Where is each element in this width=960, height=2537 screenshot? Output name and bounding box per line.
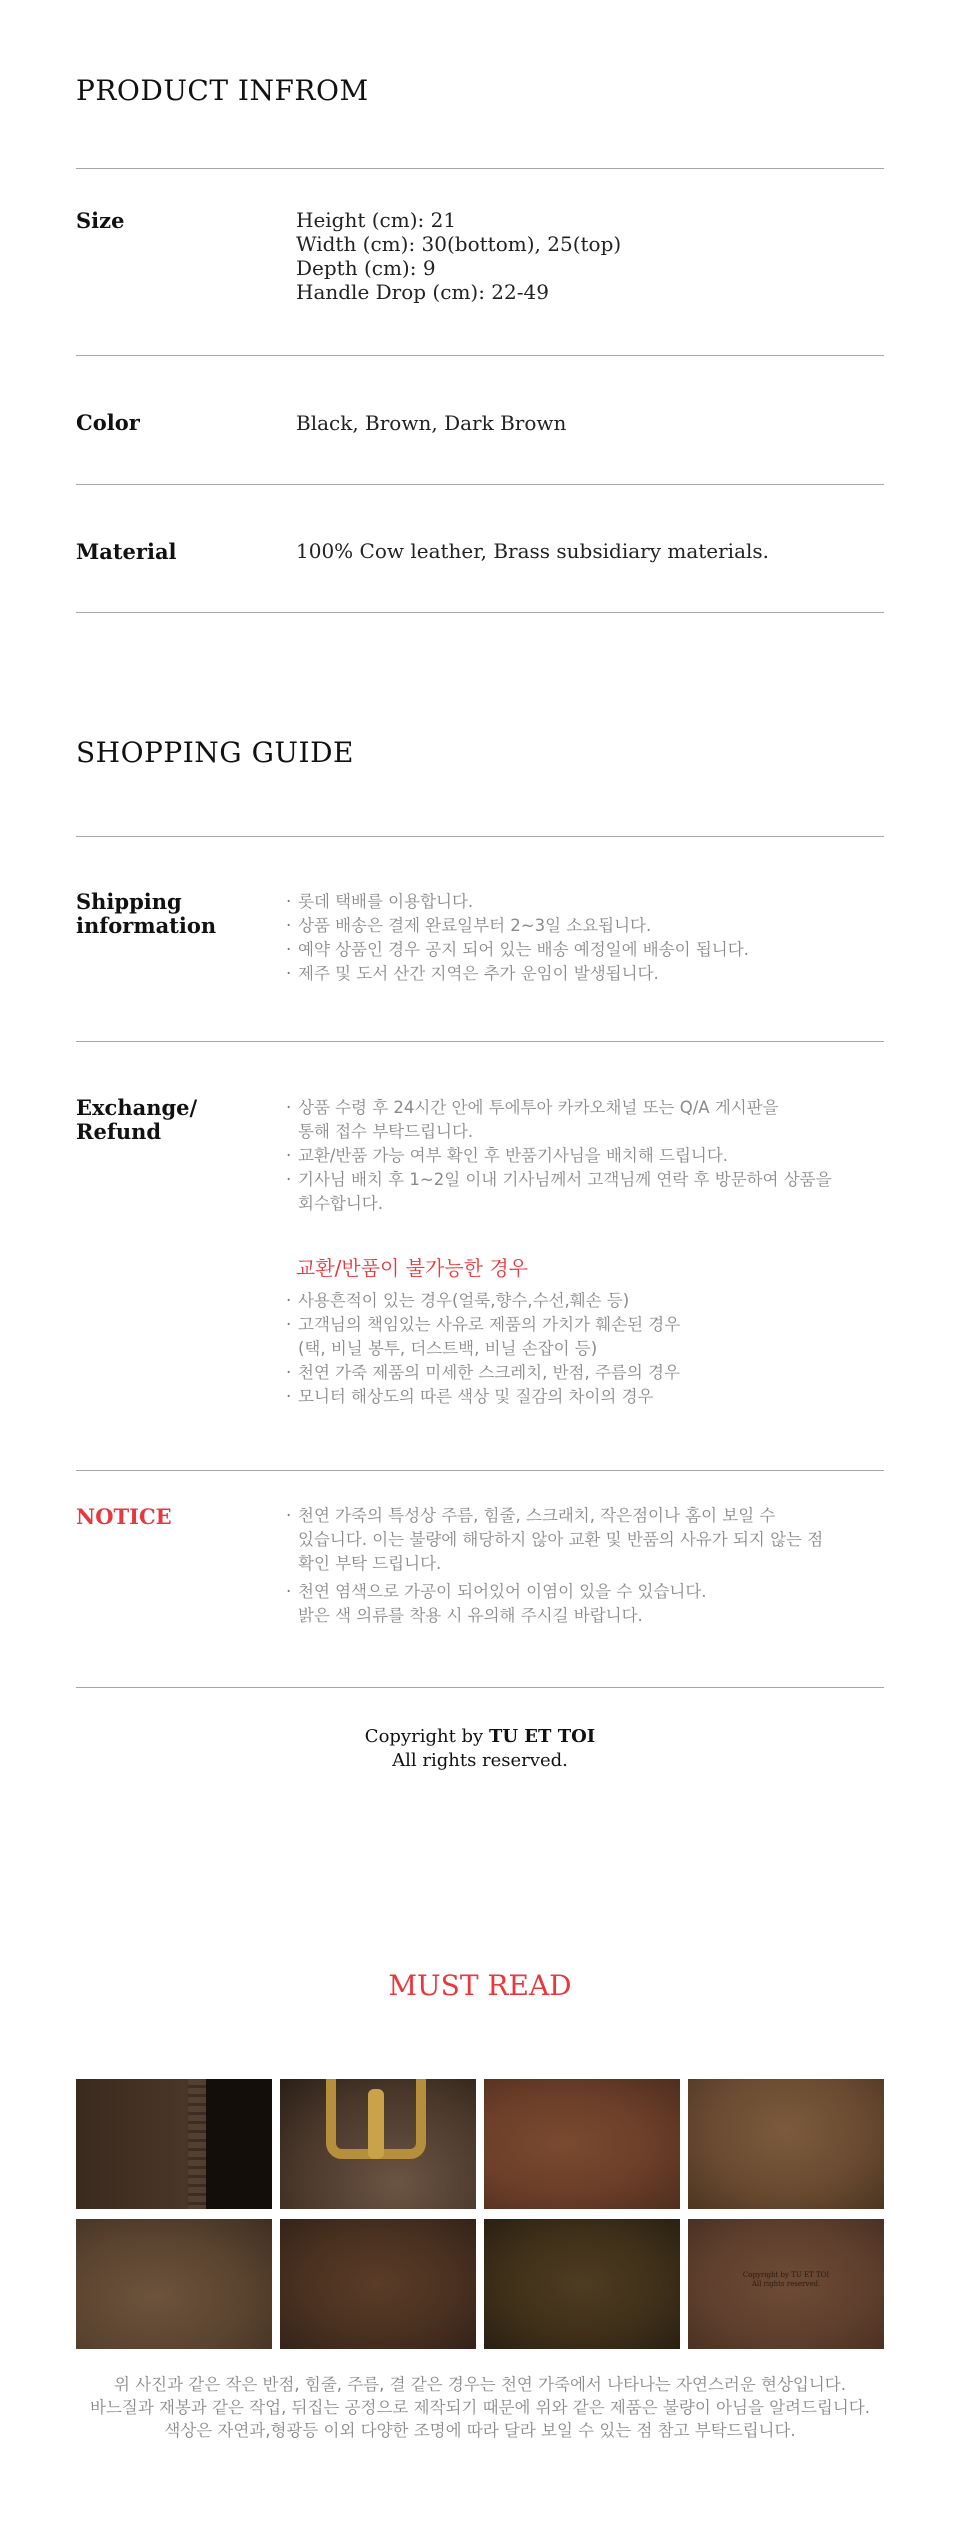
shipping-label: Shipping information	[76, 889, 217, 938]
leather-photo-buckle	[280, 2079, 476, 2209]
divider	[76, 836, 884, 837]
notice-label: NOTICE	[76, 1504, 172, 1529]
divider	[76, 612, 884, 613]
leather-photo-texture-2	[688, 2079, 884, 2209]
list-item: · 기사님 배치 후 1~2일 이내 기사님께서 고객님께 연락 후 방문하여 상품을	[286, 1168, 886, 1192]
list-item: · 모니터 해상도의 따른 색상 및 질감의 차이의 경우	[286, 1385, 886, 1409]
leather-photo-texture-6	[688, 2219, 884, 2349]
must-read-title: MUST READ	[388, 1969, 572, 2002]
list-item: · 예약 상품인 경우 공지 되어 있는 배송 예정일에 배송이 됩니다.	[286, 938, 886, 962]
exchange-label: Exchange/ Refund	[76, 1095, 198, 1144]
leather-photo-stitching	[76, 2079, 272, 2209]
notice-list: · 천연 가죽의 특성상 주름, 힘줄, 스크래치, 작은점이나 홈이 보일 수 있습니다. 이는 불량에 해당하지 않아 교환 및 반품의 사유가 되지 않는 점 확인 부탁 드립니다. · 천연 염색으로 가공이 되어있어 이염이 있을 수 있습니다. 밝은 색 의류를 착용 시 유의해 주시길 바랍니다.	[286, 1504, 886, 1628]
list-item: · 롯데 택배를 이용합니다.	[286, 890, 886, 914]
color-label: Color	[76, 410, 140, 435]
list-item: · 천연 염색으로 가공이 되어있어 이염이 있을 수 있습니다.	[286, 1580, 886, 1604]
list-item: · 상품 수령 후 24시간 안에 투에투아 카카오채널 또는 Q/A 게시판을	[286, 1096, 886, 1120]
divider	[76, 1687, 884, 1688]
size-label: Size	[76, 208, 125, 233]
leather-photo-texture-5	[484, 2219, 680, 2349]
divider	[76, 484, 884, 485]
size-value: Height (cm): 21 Width (cm): 30(bottom), 25(top) Depth (cm): 9 Handle Drop (cm): 22-49	[296, 208, 622, 304]
copyright: Copyright by TU ET TOI All rights reserved.	[364, 1726, 596, 1771]
divider	[76, 1470, 884, 1471]
no-return-title: 교환/반품이 불가능한 경우	[296, 1256, 528, 1280]
shipping-list	[286, 890, 886, 986]
tile-watermark: Copyright by TU ET TOI All rights reserved.	[742, 2271, 830, 2288]
no-return-list: · 사용흔적이 있는 경우(얼룩,향수,수선,훼손 등) · 고객님의 책임있는 사유로 제품의 가치가 훼손된 경우 (택, 비닐 봉투, 더스트백, 비닐 손잡이 등) · 천연 가죽 제품의 미세한 스크레치, 반점, 주름의 경우 · 모니터 해상도의 따른 색상 및 질감의 차이의 경우	[286, 1289, 886, 1409]
leather-photo-texture-4	[280, 2219, 476, 2349]
exchange-list: · 상품 수령 후 24시간 안에 투에투아 카카오채널 또는 Q/A 게시판을 통해 접수 부탁드립니다. · 교환/반품 가능 여부 확인 후 반품기사님을 배치해 드립니다. · 기사님 배치 후 1~2일 이내 기사님께서 고객님께 연락 후 방문하여 상품을 회수합니다.	[286, 1096, 886, 1216]
list-item: · 고객님의 책임있는 사유로 제품의 가치가 훼손된 경우	[286, 1313, 886, 1337]
shopping-guide-title: SHOPPING GUIDE	[76, 736, 354, 769]
product-info-title: PRODUCT INFROM	[76, 74, 369, 107]
color-value: Black, Brown, Dark Brown	[296, 411, 567, 435]
leather-photo-texture-3	[76, 2219, 272, 2349]
list-item: · 제주 및 도서 산간 지역은 추가 운임이 발생됩니다.	[286, 962, 886, 986]
leather-photo-texture-1	[484, 2079, 680, 2209]
material-value: 100% Cow leather, Brass subsidiary materials.	[296, 539, 770, 563]
list-item: · 천연 가죽의 특성상 주름, 힘줄, 스크래치, 작은점이나 홈이 보일 수	[286, 1504, 886, 1528]
list-item: · 사용흔적이 있는 경우(얼룩,향수,수선,훼손 등)	[286, 1289, 886, 1313]
list-item: · 천연 가죽 제품의 미세한 스크레치, 반점, 주름의 경우	[286, 1361, 886, 1385]
list-item: · 상품 배송은 결제 완료일부터 2~3일 소요됩니다.	[286, 914, 886, 938]
list-item: · 교환/반품 가능 여부 확인 후 반품기사님을 배치해 드립니다.	[286, 1144, 886, 1168]
divider	[76, 1041, 884, 1042]
must-read-notes: 위 사진과 같은 작은 반점, 힘줄, 주름, 결 같은 경우는 천연 가죽에서 나타나는 자연스러운 현상입니다. 바느질과 재봉과 같은 작업, 뒤집는 공정으로 제작되기 때문에 위와 같은 제품은 불량이 아님을 알려드립니다. 색상은 자연과,형광등 이외 다양한 조명에 따라 달라 보일 수 있는 점 참고 부탁드립니다.	[90, 2375, 870, 2440]
material-label: Material	[76, 539, 177, 564]
divider	[76, 355, 884, 356]
divider	[76, 168, 884, 169]
brand-name: TU ET TOI	[488, 1726, 596, 1747]
